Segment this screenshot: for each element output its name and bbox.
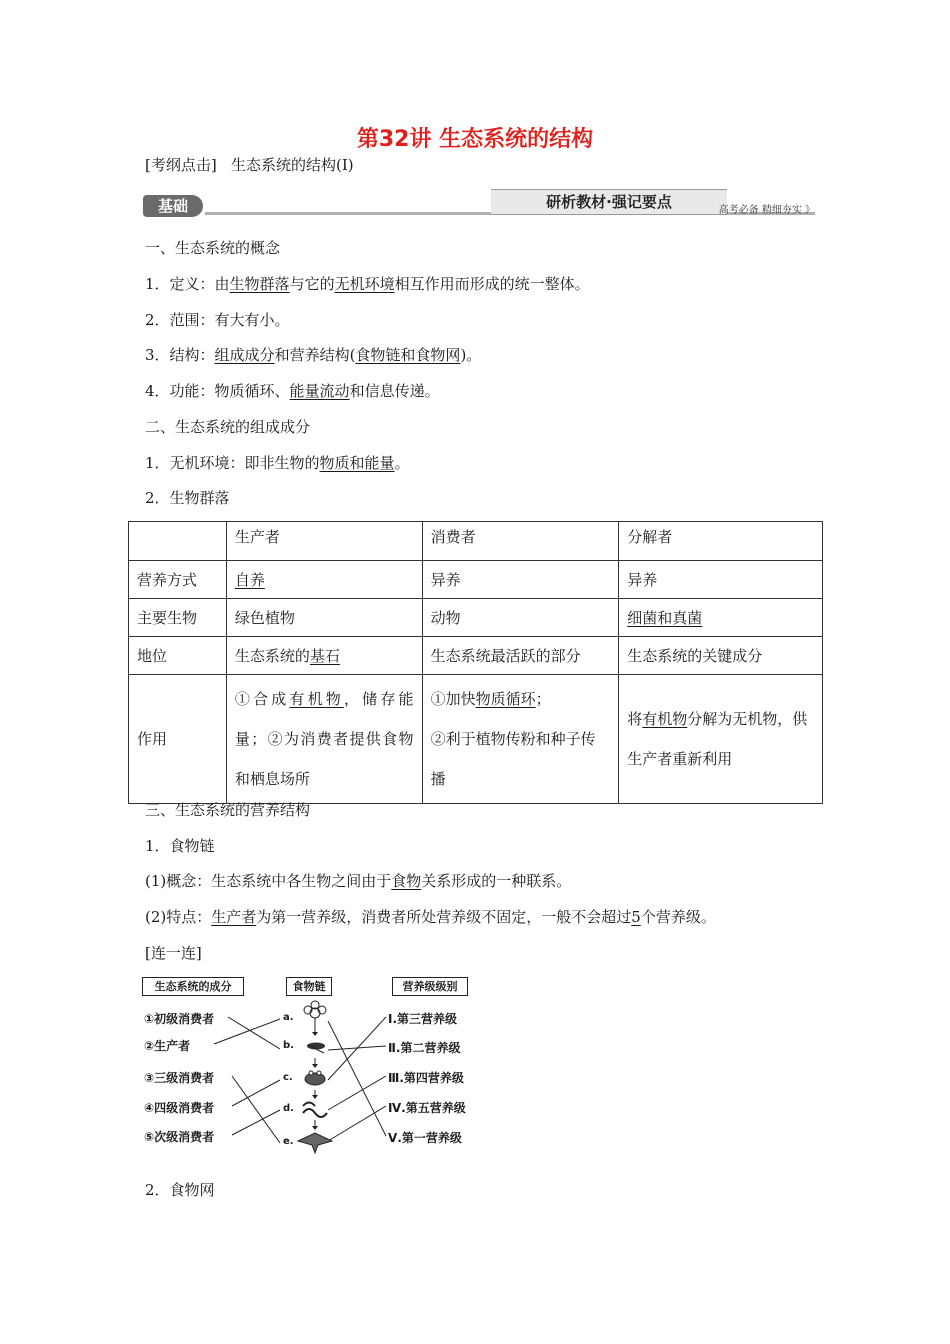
diagram-right-item: Ⅳ.第五营养级: [388, 1101, 466, 1115]
diagram-right-item: Ⅴ.第一营养级: [388, 1131, 462, 1145]
underlined-term: 物质循环: [475, 690, 536, 708]
table-cell: [619, 675, 823, 804]
hawk-icon: [298, 1133, 332, 1153]
text: 将: [627, 710, 643, 728]
match-line: [232, 1080, 280, 1106]
s3-concept: [145, 871, 571, 891]
s1-definition: [145, 274, 590, 294]
table-cell: [226, 675, 422, 804]
underlined-term: 无机环境: [334, 275, 395, 293]
outline-text: 生态系统的结构(Ⅰ): [231, 156, 354, 174]
s2-heading: 二、生态系统的组成成分: [145, 418, 311, 436]
diagram-right-item: Ⅰ.第三营养级: [388, 1012, 458, 1026]
outline-line: [145, 155, 354, 175]
match-line: [214, 1019, 280, 1044]
underlined-term: 基石: [309, 646, 340, 665]
table-row: [129, 599, 823, 637]
table-cell: [226, 637, 422, 675]
diagram-header-trophic-level: 营养级级别: [392, 977, 468, 996]
flower-icon: [304, 1001, 326, 1025]
banner-title: 研析教材·强记要点: [491, 189, 727, 215]
text: 3．结构：: [145, 346, 215, 364]
table-cell: [619, 599, 823, 637]
underlined-term: 生物群落: [229, 275, 290, 293]
underlined-term: 能量流动: [289, 382, 350, 400]
diagram-left-item: ③三级消费者: [144, 1071, 215, 1085]
arrow-head: [312, 1126, 318, 1130]
s3-match-label: [连一连]: [145, 944, 202, 962]
table-cell: 地位: [129, 637, 227, 675]
arrow-head: [312, 1064, 318, 1068]
s3-feature: [145, 907, 716, 927]
table-cell: [129, 522, 227, 561]
match-line: [328, 1076, 386, 1110]
grasshopper-icon: [307, 1043, 325, 1054]
table-cell: [226, 561, 422, 599]
arrow-head: [312, 1095, 318, 1099]
table-header: 生产者: [226, 522, 422, 561]
s3-food-chain: 1．食物链: [145, 837, 215, 855]
underlined-term: 有机物: [289, 690, 344, 708]
chain-letter: b.: [283, 1040, 294, 1051]
match-line: [328, 1106, 386, 1141]
text: 和信息传递。: [349, 382, 440, 400]
arrow-head: [312, 1032, 318, 1036]
diagram-header-components: 生态系统的成分: [142, 977, 244, 996]
table-cell: 主要生物: [129, 599, 227, 637]
text: )。: [460, 346, 482, 364]
underlined-term: 物质和能量: [319, 454, 395, 472]
chain-letter: d.: [283, 1103, 294, 1114]
text: 1．定义：由: [145, 275, 230, 293]
page-title: 第32讲 生态系统的结构: [356, 127, 594, 152]
text: 分解为无机物，供生产者重新利用: [627, 710, 808, 768]
underlined-term: 生产者: [211, 908, 257, 926]
table-row: [129, 637, 823, 675]
s2-community: 2．生物群落: [145, 489, 230, 507]
frog-icon: [305, 1071, 325, 1085]
diagram-left-item: ①初级消费者: [144, 1012, 215, 1026]
text: 4．功能：物质循环、: [145, 382, 290, 400]
table-cell: 生态系统的关键成分: [619, 637, 823, 675]
text: ①加快: [430, 690, 476, 708]
table-cell: 动物: [422, 599, 619, 637]
text: ②利于植物传粉和种子传播: [430, 730, 596, 788]
table-cell: 生态系统最活跃的部分: [422, 637, 619, 675]
diagram-left-item: ②生产者: [144, 1039, 191, 1053]
diagram-header-food-chain: 食物链: [286, 977, 332, 996]
s3-heading: 三、生态系统的营养结构: [145, 801, 311, 819]
chain-letter: c.: [283, 1072, 293, 1083]
underlined-term: 食物链和食物网: [355, 346, 461, 364]
text: 为第一营养级，消费者所处营养级不固定，一般不会超过: [256, 908, 632, 926]
chain-letter: e.: [283, 1136, 294, 1147]
s2-abiotic: [145, 453, 410, 473]
snake-icon: [303, 1103, 327, 1118]
s3-food-web: 2．食物网: [145, 1181, 215, 1199]
underlined-term: 自养: [234, 570, 265, 589]
s1-function: [145, 381, 440, 401]
text: ，储存能量；②为消费者提供食物和栖息场所: [234, 690, 414, 788]
match-line: [328, 1021, 386, 1136]
text: 1．无机环境：即非生物的: [145, 454, 320, 472]
text: 与它的: [289, 275, 335, 293]
s1-heading: 一、生态系统的概念: [145, 239, 281, 257]
community-table: [128, 521, 823, 804]
text: 个营养级。: [640, 908, 716, 926]
table-row: [129, 561, 823, 599]
text: (1)概念：生态系统中各生物之间由于: [145, 872, 392, 890]
section-banner: [143, 185, 815, 219]
match-line: [232, 1110, 280, 1135]
s1-scope: 2．范围：有大有小。: [145, 311, 290, 329]
table-cell: 营养方式: [129, 561, 227, 599]
banner-right-text: 高考必备 精细夯实 》: [718, 205, 815, 216]
outline-tag: [考纲点击]: [145, 156, 217, 174]
underlined-term: 组成成分: [214, 346, 275, 364]
text: 关系形成的一种联系。: [421, 872, 572, 890]
diagram-lines: [140, 973, 472, 1173]
table-row: [129, 675, 823, 804]
table-cell: [422, 675, 619, 804]
match-line: [328, 1017, 386, 1080]
diagram-right-item: Ⅲ.第四营养级: [388, 1071, 464, 1085]
text: ；: [535, 690, 551, 708]
text: ①合成: [234, 690, 290, 708]
text: 相互作用而形成的统一整体。: [394, 275, 590, 293]
banner-badge: 基础: [143, 195, 203, 217]
diagram-left-item: ④四级消费者: [144, 1101, 215, 1115]
text: 。: [394, 454, 410, 472]
table-cell: 异养: [422, 561, 619, 599]
text: 和营养结构(: [274, 346, 356, 364]
table-header: 分解者: [619, 522, 823, 561]
underlined-term: 细菌和真菌: [627, 608, 703, 627]
s1-structure: [145, 345, 481, 365]
chain-letter: a.: [283, 1012, 294, 1023]
text: (2)特点：: [145, 908, 212, 926]
table-header: 消费者: [422, 522, 619, 561]
table-cell: 作用: [129, 675, 227, 804]
matching-diagram: [140, 973, 472, 1173]
table-row: [129, 522, 823, 561]
underlined-term: 5: [631, 908, 641, 926]
table-cell: 绿色植物: [226, 599, 422, 637]
diagram-left-item: ⑤次级消费者: [144, 1130, 215, 1144]
text: 生态系统的: [234, 646, 310, 665]
match-line: [232, 1076, 280, 1143]
table-cell: 异养: [619, 561, 823, 599]
underlined-term: 食物: [391, 872, 422, 890]
underlined-term: 有机物: [642, 710, 688, 728]
diagram-right-item: Ⅱ.第二营养级: [388, 1041, 461, 1055]
